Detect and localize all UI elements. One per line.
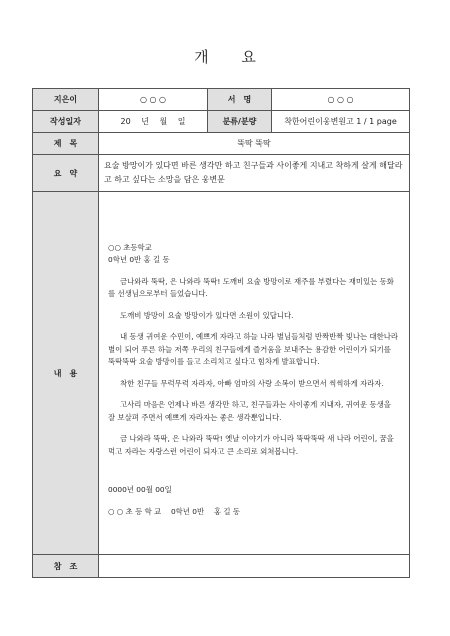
reference-value	[99, 555, 410, 578]
content-paragraph-4: 착한 친구들 무럭무럭 자라자, 아빠 엄마의 사랑 소복이 받으면서 씩씩하게 자라자.	[120, 378, 384, 388]
summary-label: 요 약	[33, 155, 99, 192]
document-title	[0, 46, 450, 67]
content-paragraph-2: 도깨비 방망이 요술 방망이가 있다면 소원이 있답니다.	[120, 310, 294, 320]
content-body	[99, 192, 410, 555]
writer-label: 지은이	[33, 89, 99, 111]
date-label: 작성일자	[33, 111, 99, 133]
content-paragraph-1: 금나와라 뚝딱, 은 나와라 뚝딱! 도깨비 요술 방망이로 재주를 부렸다는 재미있는 동화를 선생님으로부터 들었습니다.	[108, 276, 394, 299]
overview-form	[32, 88, 410, 578]
title-char-2: 요	[241, 48, 256, 66]
content-row	[33, 192, 410, 555]
category-value: 착한어린이웅변원고 1 / 1 page	[272, 111, 410, 133]
category-label: 분류/분량	[208, 111, 272, 133]
subject-label: 제 목	[33, 133, 99, 155]
subject-value: 뚝딱 뚝딱	[99, 133, 410, 155]
summary-row	[33, 155, 410, 192]
summary-value: 요술 방망이가 있다면 바른 생각만 하고 친구들과 사이좋게 지내고 착하게 살게 해달라고 하고 싶다는 소망을 담은 웅변문	[99, 155, 410, 192]
content-date: 0000년 00월 00일	[108, 485, 172, 495]
reference-label: 참 조	[33, 555, 99, 578]
reference-row	[33, 555, 410, 578]
content-paragraph-3: 내 동생 귀여운 수민이, 예쁘게 자라고 하늘 나라 별님들처럼 반짝반짝 빛나는 대한나라 별이 되어 푸른 하늘 저쪽 우리의 친구들에게 즐거움을 보내주는 용감한 어린이가 되기를 뚝딱뚝딱 요술 방망이를 들고 소리치고 싶다고 힘차게 발표합니다.	[108, 332, 399, 367]
content-student: 0학년 0반 홍 길 동	[108, 255, 170, 265]
writer-value: ○ ○ ○	[99, 89, 208, 111]
date-row	[33, 111, 410, 133]
title-char-1: 개	[194, 48, 209, 66]
date-value: 20 년 월 일	[99, 111, 208, 133]
sign-label: 서 명	[208, 89, 272, 111]
content-paragraph-5: 고사리 마음은 언제나 바른 생각만 하고, 친구들과는 사이좋게 지내자, 귀여운 동생을 잘 보살펴 주면서 예쁘게 자라자는 좋은 생각뿐입니다.	[108, 400, 391, 422]
content-school: ○○ 초등학교	[108, 242, 152, 252]
content-signature: ○ ○ 초 등 학 교 0학년 0반 홍 길 동	[108, 506, 240, 516]
subject-row	[33, 133, 410, 155]
writer-row	[33, 89, 410, 111]
content-paragraph-6: 금 나와라 뚝딱, 은 나와라 뚝딱! 옛날 이야기가 아니라 뚝딱뚝딱 새 나라 어린이, 꿈을 먹고 자라는 자랑스런 어린이 되자고 큰 소리로 외쳐봅니다.	[108, 434, 394, 456]
content-label: 내 용	[33, 192, 99, 555]
sign-value: ○ ○ ○	[272, 89, 410, 111]
